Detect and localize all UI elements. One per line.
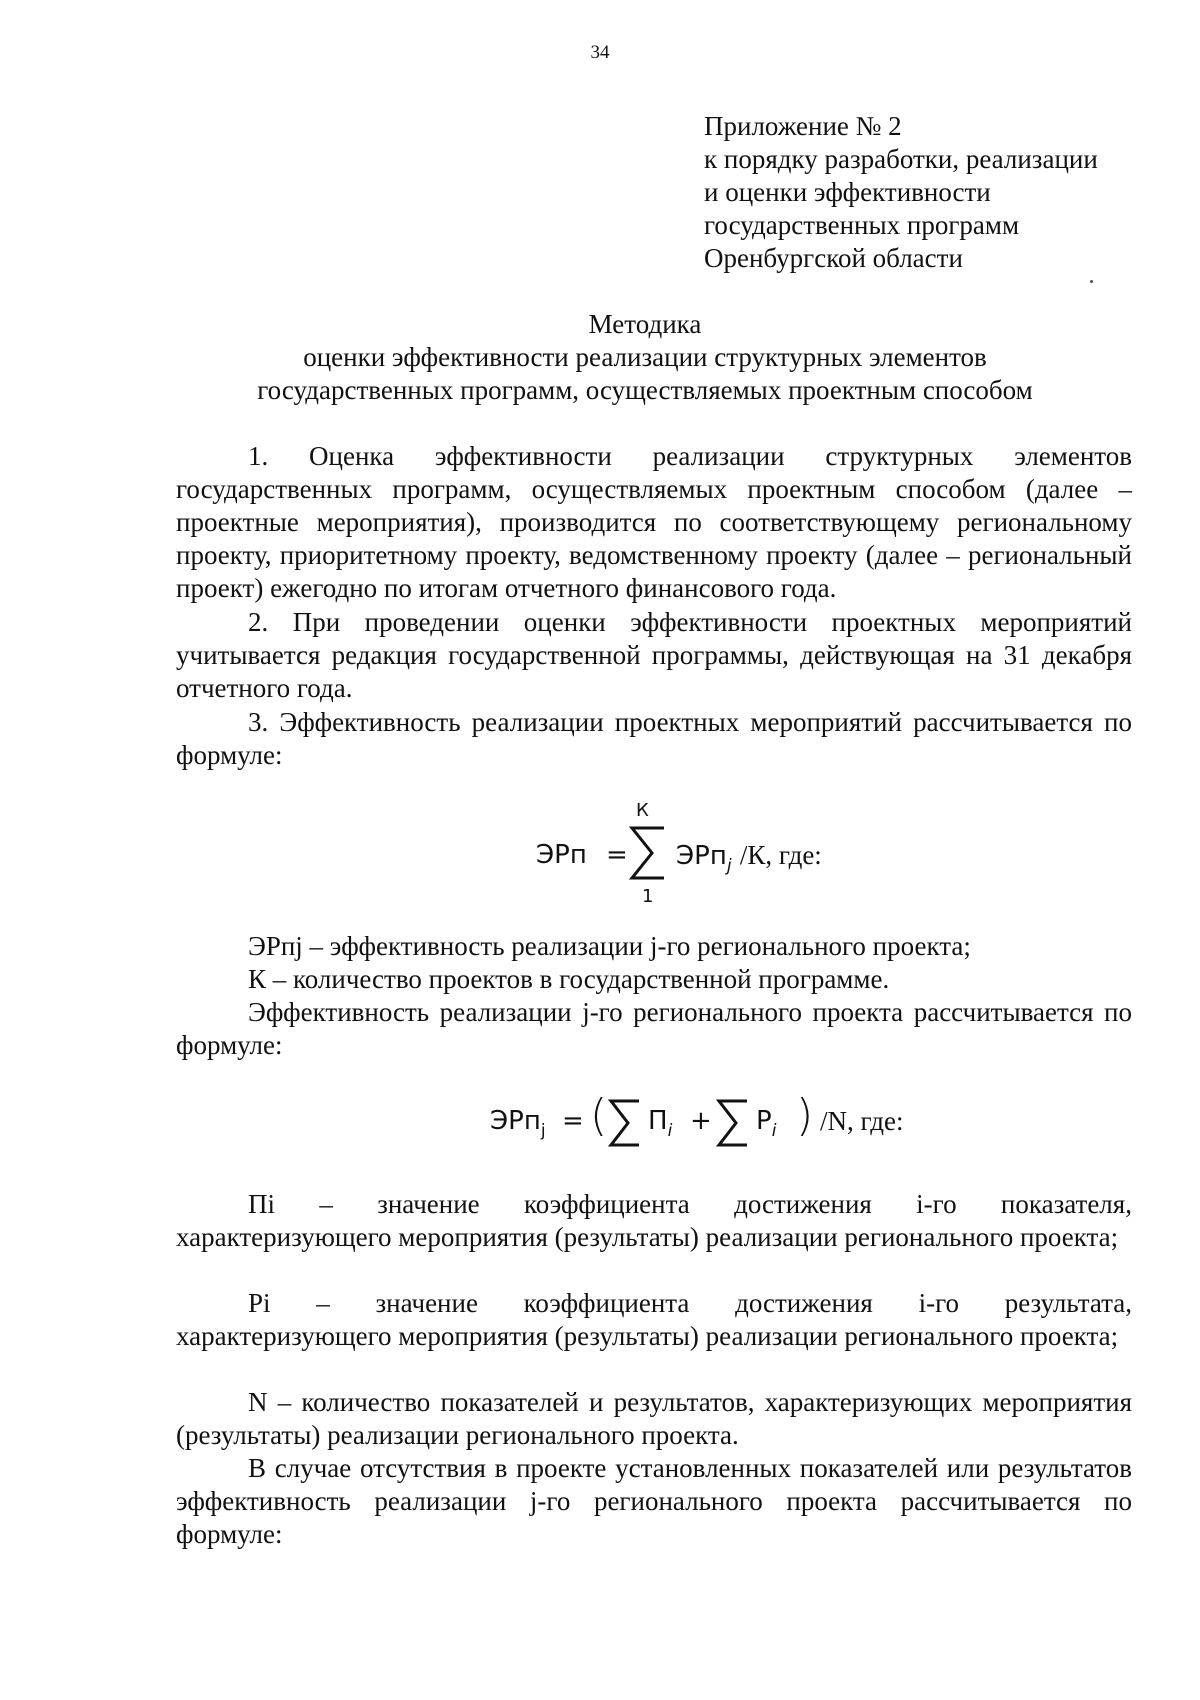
formula-2-term-1-main: П bbox=[648, 1106, 668, 1136]
appendix-line: Приложение № 2 bbox=[704, 111, 902, 141]
paragraph-1: 1. Оценка эффективности реализации структурных элементов государственных программ, осуществляемых проектным способом (далее – проектные мероприятия), производится по соответствующему региональному проекту, приоритетному проекту, ведомственному проекту (далее – региональный проект) ежегодно по итогам отчетного финансового года. bbox=[176, 441, 1132, 603]
paragraph-6: В случае отсутствия в проекте установленных показателей или результатов эффективность реализации j-го регионального проекта рассчитывается по формуле: bbox=[176, 1453, 1132, 1549]
formula-2-term-2-sub: i bbox=[771, 1121, 777, 1141]
definition-pi-word: Пi bbox=[248, 1189, 275, 1219]
formula-2-plus: + bbox=[690, 1106, 712, 1136]
definition-pi bbox=[176, 1188, 1132, 1254]
definition-pi-word: – bbox=[319, 1189, 333, 1219]
formula-2-lhs bbox=[490, 1106, 546, 1141]
definition-ri-word: – bbox=[316, 1288, 330, 1318]
formula-2-lhs-main: ЭРп bbox=[490, 1106, 541, 1136]
definition-ri bbox=[176, 1287, 1132, 1353]
formula-1-tail: /К, где: bbox=[739, 840, 822, 870]
formula-2-close-paren: ) bbox=[796, 1090, 814, 1141]
document-title bbox=[160, 308, 1130, 407]
title-line: оценки эффективности реализации структурных элементов bbox=[303, 342, 987, 372]
definition-pi-word: i-го bbox=[916, 1189, 957, 1219]
appendix-header bbox=[704, 110, 1144, 275]
definition-pi-word: достижения bbox=[734, 1189, 872, 1219]
definition-ri-word: достижения bbox=[735, 1288, 873, 1318]
scan-speck bbox=[1090, 280, 1093, 283]
definition-pi-word: показателя, bbox=[1000, 1189, 1132, 1219]
appendix-line: к порядку разработки, реализации bbox=[704, 144, 1098, 174]
definition-ri-word: результата, bbox=[1004, 1288, 1132, 1318]
definition-ri-first-line bbox=[176, 1287, 1132, 1320]
appendix-line: и оценки эффективности bbox=[704, 177, 991, 207]
formula-2-term-2-main: Р bbox=[756, 1106, 772, 1136]
formula-1-term bbox=[676, 840, 822, 876]
formula-2-term-1-sub: i bbox=[667, 1121, 673, 1141]
formula-1-sigma-icon bbox=[628, 824, 668, 882]
definition-pi-word: значение bbox=[377, 1189, 480, 1219]
definition-ri-word: i-го bbox=[918, 1288, 959, 1318]
definition-pi-word: коэффициента bbox=[524, 1189, 690, 1219]
formula-2-term-1 bbox=[648, 1106, 673, 1141]
definition-ri-rest: характеризующего мероприятия (результаты) реализации регионального проекта; bbox=[176, 1321, 1119, 1351]
formula-2-equals: = bbox=[562, 1106, 584, 1136]
appendix-line: государственных программ bbox=[704, 210, 1020, 240]
definition-erpj-text: ЭРпj – эффективность реализации j-го регионального проекта; bbox=[248, 931, 971, 961]
paragraph-2: 2. При проведении оценки эффективности проектных мероприятий учитывается редакция государственной программы, действующая на 31 декабря отчетного года. bbox=[176, 607, 1132, 703]
title-line: государственных программ, осуществляемых проектным способом bbox=[257, 375, 1033, 405]
paragraph-5: Эффективность реализации j-го регионального проекта рассчитывается по формуле: bbox=[176, 997, 1132, 1060]
definition-pi-first-line bbox=[176, 1188, 1132, 1221]
formula-2-sigma-2-icon bbox=[716, 1098, 750, 1148]
definition-ri-word: коэффициента bbox=[523, 1288, 690, 1318]
definition-k-text: К – количество проектов в государственной программе. bbox=[248, 964, 890, 994]
definition-k bbox=[176, 963, 1132, 996]
formula-1-term-sub: j bbox=[726, 856, 732, 876]
formula-2-lhs-sub: j bbox=[540, 1121, 546, 1141]
appendix-line: Оренбургской области bbox=[704, 243, 963, 273]
formula-1-term-main: ЭРп bbox=[676, 841, 727, 871]
definition-ri-word: значение bbox=[375, 1288, 478, 1318]
title-line: Методика bbox=[588, 309, 702, 339]
definition-ri-word: Рi bbox=[248, 1288, 271, 1318]
formula-2 bbox=[490, 1092, 910, 1162]
formula-2-open-paren: ( bbox=[590, 1090, 608, 1141]
definition-erpj bbox=[176, 930, 1132, 963]
formula-2-tail: /N, где: bbox=[820, 1106, 904, 1136]
formula-2-sigma-1-icon bbox=[608, 1098, 642, 1148]
formula-1-lhs: ЭРп bbox=[536, 840, 587, 870]
formula-1 bbox=[536, 800, 836, 910]
formula-1-equals: = bbox=[606, 840, 628, 870]
formula-1-upper-limit: К bbox=[636, 800, 649, 821]
definition-pi-rest: характеризующего мероприятия (результаты) реализации регионального проекта; bbox=[176, 1222, 1119, 1252]
formula-2-term-2 bbox=[756, 1106, 777, 1141]
page-number: 34 bbox=[590, 42, 610, 63]
paragraph-3: 3. Эффективность реализации проектных мероприятий рассчитывается по формуле: bbox=[176, 707, 1132, 770]
formula-1-lower-limit: 1 bbox=[642, 886, 654, 907]
definition-n: N – количество показателей и результатов, характеризующих мероприятия (результаты) реализации регионального проекта. bbox=[176, 1387, 1132, 1450]
